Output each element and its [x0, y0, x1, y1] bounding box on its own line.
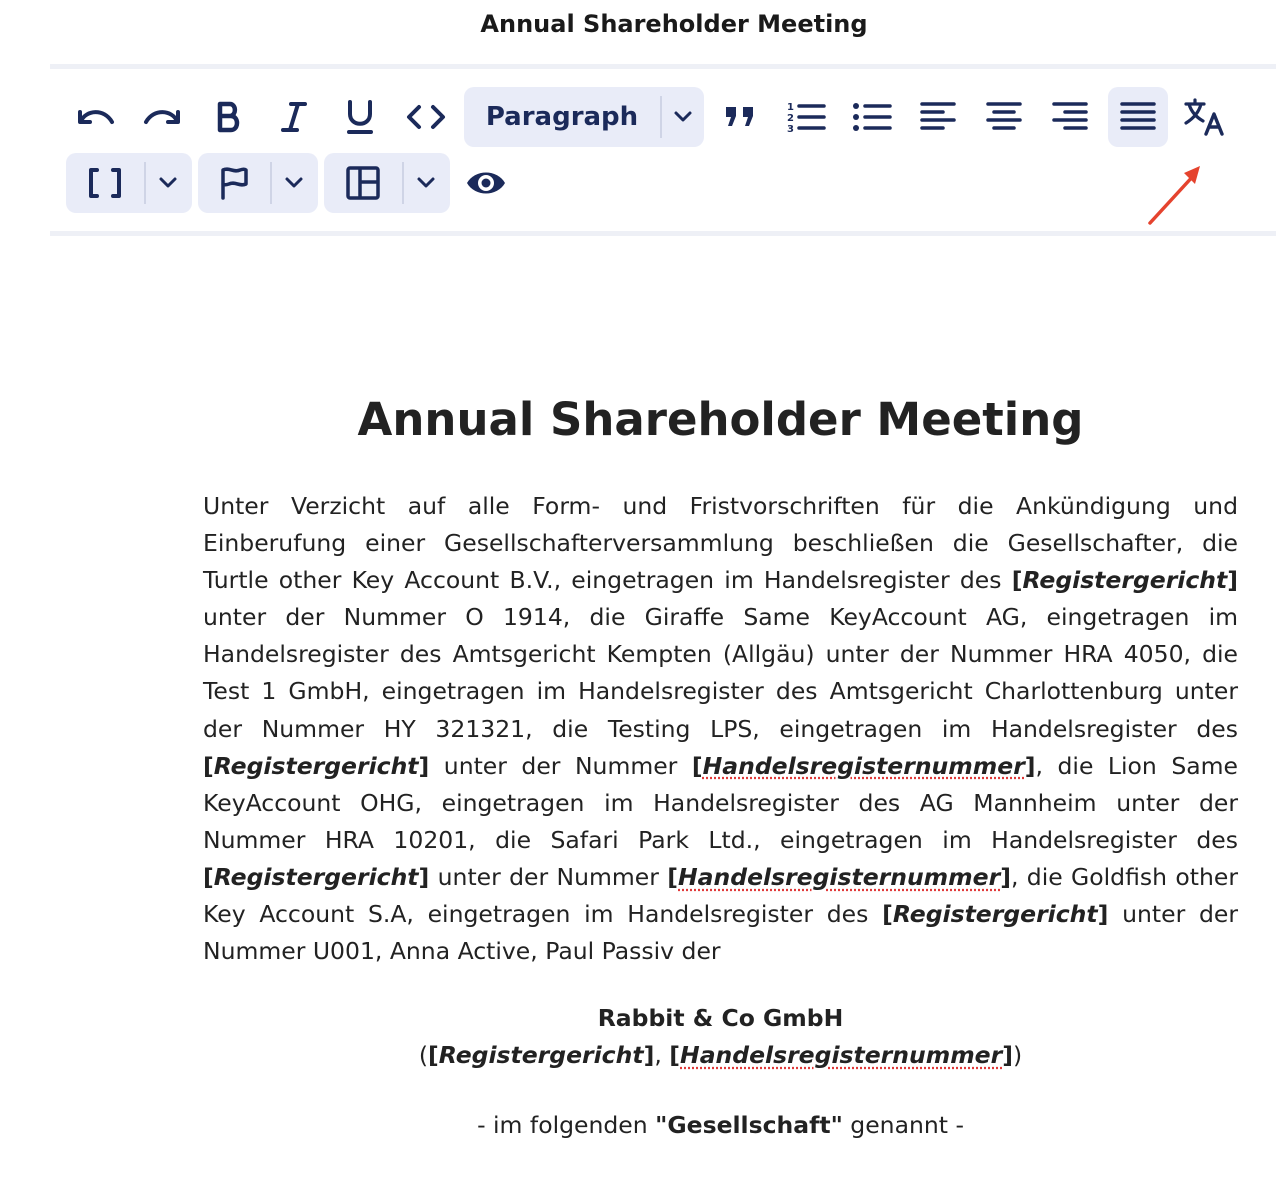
- chevron-down-icon: [673, 110, 693, 124]
- ordered-list-icon: [786, 100, 826, 134]
- layout-dropdown-toggle[interactable]: [404, 153, 448, 213]
- code-button[interactable]: [396, 87, 456, 147]
- bold-icon: [213, 101, 243, 133]
- align-center-icon: [985, 100, 1023, 134]
- placeholder-registergericht[interactable]: [Registergericht]: [203, 751, 430, 780]
- annotation-arrow-icon: [1140, 160, 1210, 230]
- redo-icon: [142, 102, 182, 132]
- svg-text:2: 2: [787, 113, 794, 124]
- flag-button[interactable]: [198, 153, 270, 213]
- placeholder-handelsregisternummer[interactable]: [Handelsregisternummer]: [691, 751, 1036, 780]
- flag-icon: [218, 166, 250, 200]
- italic-button[interactable]: [264, 87, 324, 147]
- align-justify-button[interactable]: [1108, 87, 1168, 147]
- bullet-list-icon: [852, 100, 892, 134]
- layout-menu[interactable]: [324, 153, 450, 213]
- definition-note: - im folgenden "Gesellschaft" genannt -: [477, 1111, 964, 1140]
- translate-icon: [1183, 97, 1225, 137]
- code-icon: [406, 102, 446, 132]
- company-block: [203, 1000, 1238, 1074]
- svg-text:3: 3: [787, 124, 794, 134]
- placeholder-registergericht[interactable]: [Registergericht]: [1011, 566, 1238, 595]
- placeholder-brackets-icon: [87, 167, 123, 199]
- paragraph-dropdown-toggle[interactable]: [662, 87, 704, 147]
- document-content[interactable]: [203, 380, 1238, 1144]
- layout-icon: [345, 165, 381, 201]
- preview-eye-icon: [465, 168, 507, 198]
- document-paragraph[interactable]: Unter Verzicht auf alle Form- und Fristvorschriften für die Ankündigung und Einberufung einer Gesellschafterversammlung beschließen die Gesellschafter, die Turtle other Key Account B.V., eingetragen im Handelsregister des [Registergericht] unter der Nummer O 1914, die Giraffe Same KeyAccount AG, eingetragen im Handelsregister des Amtsgericht Kempten (Allgäu) unter der Nummer HRA 4050, die Test 1 GmbH, eingetragen im Handelsregister des Amtsgericht Charlottenburg unter der Nummer HY 321321, die Testing LPS, eingetragen im Handelsregister des [Registergericht] unter der Nummer [Handelsregisternummer], die Lion Same KeyAccount OHG, eingetragen im Handelsregister des AG Mannheim unter der Nummer HRA 10201, die Safari Park Ltd., eingetragen im Handelsregister des [Registergericht] unter der Nummer [Handelsregisternummer], die Goldfish other Key Account S.A, eingetragen im Handelsregister des [Registergericht] unter der Nummer U001, Anna Active, Paul Passiv der: [203, 492, 1238, 966]
- blockquote-icon: [723, 104, 757, 130]
- align-center-button[interactable]: [974, 87, 1034, 147]
- align-right-icon: [1051, 100, 1089, 134]
- svg-text:1: 1: [787, 102, 794, 113]
- placeholder-dropdown-toggle[interactable]: [146, 153, 190, 213]
- bullet-list-button[interactable]: [842, 87, 902, 147]
- blockquote-button[interactable]: [710, 87, 770, 147]
- placeholder-registergericht[interactable]: [Registergericht]: [428, 1041, 655, 1070]
- underline-icon: [345, 99, 375, 135]
- flag-menu[interactable]: [198, 153, 318, 213]
- company-name: Rabbit & Co GmbH: [597, 1004, 844, 1033]
- align-justify-icon: [1119, 100, 1157, 134]
- placeholder-registergericht[interactable]: [Registergericht]: [203, 862, 430, 891]
- placeholder-handelsregisternummer[interactable]: [Handelsregisternummer]: [669, 1041, 1013, 1070]
- translate-button[interactable]: [1174, 87, 1234, 147]
- chevron-down-icon: [158, 176, 178, 190]
- placeholder-handelsregisternummer[interactable]: [Handelsregisternummer]: [667, 862, 1011, 891]
- undo-icon: [76, 102, 116, 132]
- document-heading: Annual Shareholder Meeting: [357, 393, 1084, 446]
- flag-dropdown-toggle[interactable]: [272, 153, 316, 213]
- ordered-list-button[interactable]: [776, 87, 836, 147]
- undo-button[interactable]: [66, 87, 126, 147]
- align-left-button[interactable]: [908, 87, 968, 147]
- align-right-button[interactable]: [1040, 87, 1100, 147]
- preview-button[interactable]: [456, 153, 516, 213]
- paragraph-style-value: Paragraph: [485, 102, 639, 132]
- placeholder-button[interactable]: [66, 153, 144, 213]
- chevron-down-icon: [416, 176, 436, 190]
- paragraph-style-select[interactable]: [464, 87, 704, 147]
- underline-button[interactable]: [330, 87, 390, 147]
- placeholder-menu[interactable]: [66, 153, 192, 213]
- bold-button[interactable]: [198, 87, 258, 147]
- italic-icon: [279, 101, 309, 133]
- layout-button[interactable]: [324, 153, 402, 213]
- redo-button[interactable]: [132, 87, 192, 147]
- window-title: Annual Shareholder Meeting: [480, 10, 868, 38]
- company-register-line: ([Registergericht], [Handelsregisternummer]): [418, 1041, 1023, 1070]
- chevron-down-icon: [284, 176, 304, 190]
- placeholder-registergericht[interactable]: [Registergericht]: [882, 900, 1109, 929]
- align-left-icon: [919, 100, 957, 134]
- editor-toolbar: [50, 64, 1276, 236]
